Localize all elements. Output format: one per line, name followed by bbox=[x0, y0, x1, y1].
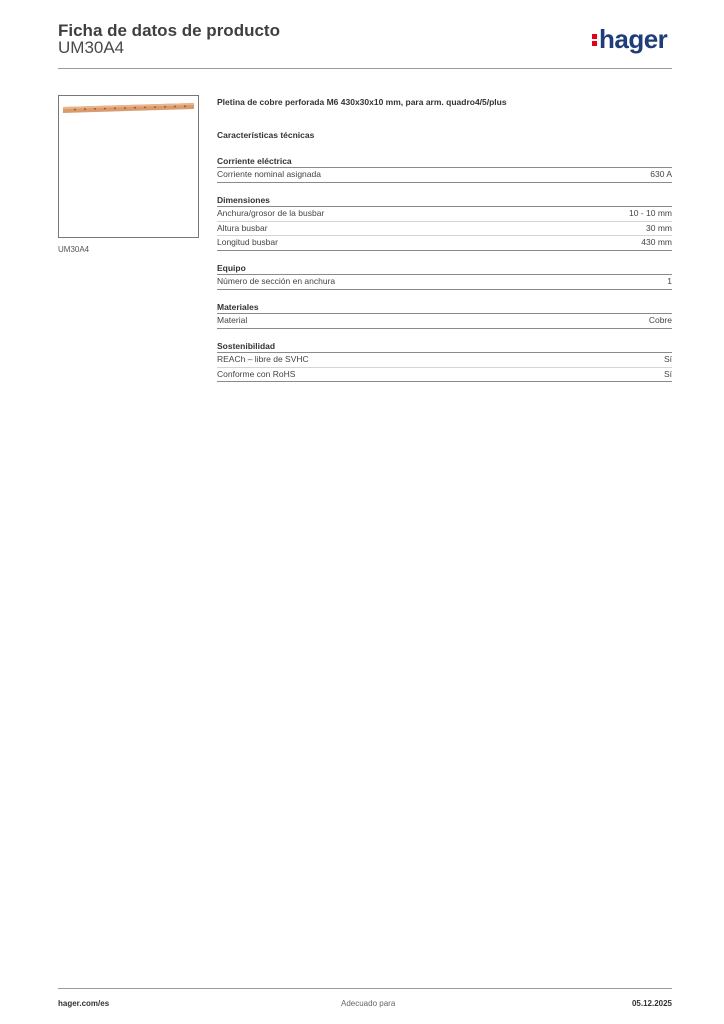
spec-label: Altura busbar bbox=[217, 222, 268, 233]
spec-label: Anchura/grosor de la busbar bbox=[217, 208, 325, 218]
spec-value: 630 A bbox=[650, 169, 672, 179]
header-divider bbox=[58, 68, 672, 69]
spec-value: 30 mm bbox=[646, 222, 672, 233]
section-title: Materiales bbox=[217, 301, 672, 314]
product-image-frame bbox=[58, 95, 199, 238]
spec-row bbox=[217, 353, 672, 368]
footer-date: 05.12.2025 bbox=[631, 999, 672, 1008]
spec-value: Cobre bbox=[648, 315, 672, 325]
page-title: Ficha de datos de producto bbox=[58, 21, 280, 40]
spec-row bbox=[217, 368, 672, 383]
spec-value: 1 bbox=[667, 276, 672, 286]
spec-row bbox=[217, 222, 672, 237]
spec-value: Sí bbox=[663, 368, 672, 379]
spec-value: 430 mm bbox=[641, 237, 672, 247]
section-title: Dimensiones bbox=[217, 194, 672, 207]
section-electrical bbox=[217, 155, 672, 183]
spec-row bbox=[217, 314, 672, 329]
image-caption: UM30A4 bbox=[58, 245, 90, 254]
spec-value: 10 - 10 mm bbox=[629, 208, 672, 218]
page-subtitle: UM30A4 bbox=[58, 38, 125, 57]
logo-dots-icon bbox=[592, 32, 597, 48]
spec-label: Número de sección en anchura bbox=[217, 276, 336, 286]
section-dimensions bbox=[217, 194, 672, 251]
spec-label: Conforme con RoHS bbox=[217, 368, 296, 379]
spec-value: Sí bbox=[663, 354, 672, 364]
spec-row bbox=[217, 275, 672, 290]
hager-logo[interactable] bbox=[592, 26, 667, 52]
section-equipment bbox=[217, 262, 672, 290]
spec-row bbox=[217, 207, 672, 222]
section-sustainability bbox=[217, 340, 672, 382]
logo-text: hager bbox=[599, 24, 668, 54]
spec-label: Longitud busbar bbox=[217, 237, 278, 247]
tech-characteristics-heading: Características técnicas bbox=[217, 130, 315, 140]
spec-row bbox=[217, 236, 672, 251]
footer-website-link[interactable]: hager.com/es bbox=[58, 999, 110, 1008]
section-materials bbox=[217, 301, 672, 329]
spec-label: Material bbox=[217, 315, 248, 325]
section-title: Corriente eléctrica bbox=[217, 155, 672, 168]
footer-suitable-for: Adecuado para bbox=[341, 999, 396, 1008]
footer-divider bbox=[58, 988, 672, 989]
copper-busbar-image bbox=[63, 103, 194, 113]
product-description: Pletina de cobre perforada M6 430x30x10 mm, para arm. quadro4/5/plus bbox=[217, 97, 507, 107]
spec-label: REACh – libre de SVHC bbox=[217, 354, 309, 364]
section-title: Equipo bbox=[217, 262, 672, 275]
spec-label: Corriente nominal asignada bbox=[217, 169, 321, 179]
spec-row bbox=[217, 168, 672, 183]
section-title: Sostenibilidad bbox=[217, 340, 672, 353]
